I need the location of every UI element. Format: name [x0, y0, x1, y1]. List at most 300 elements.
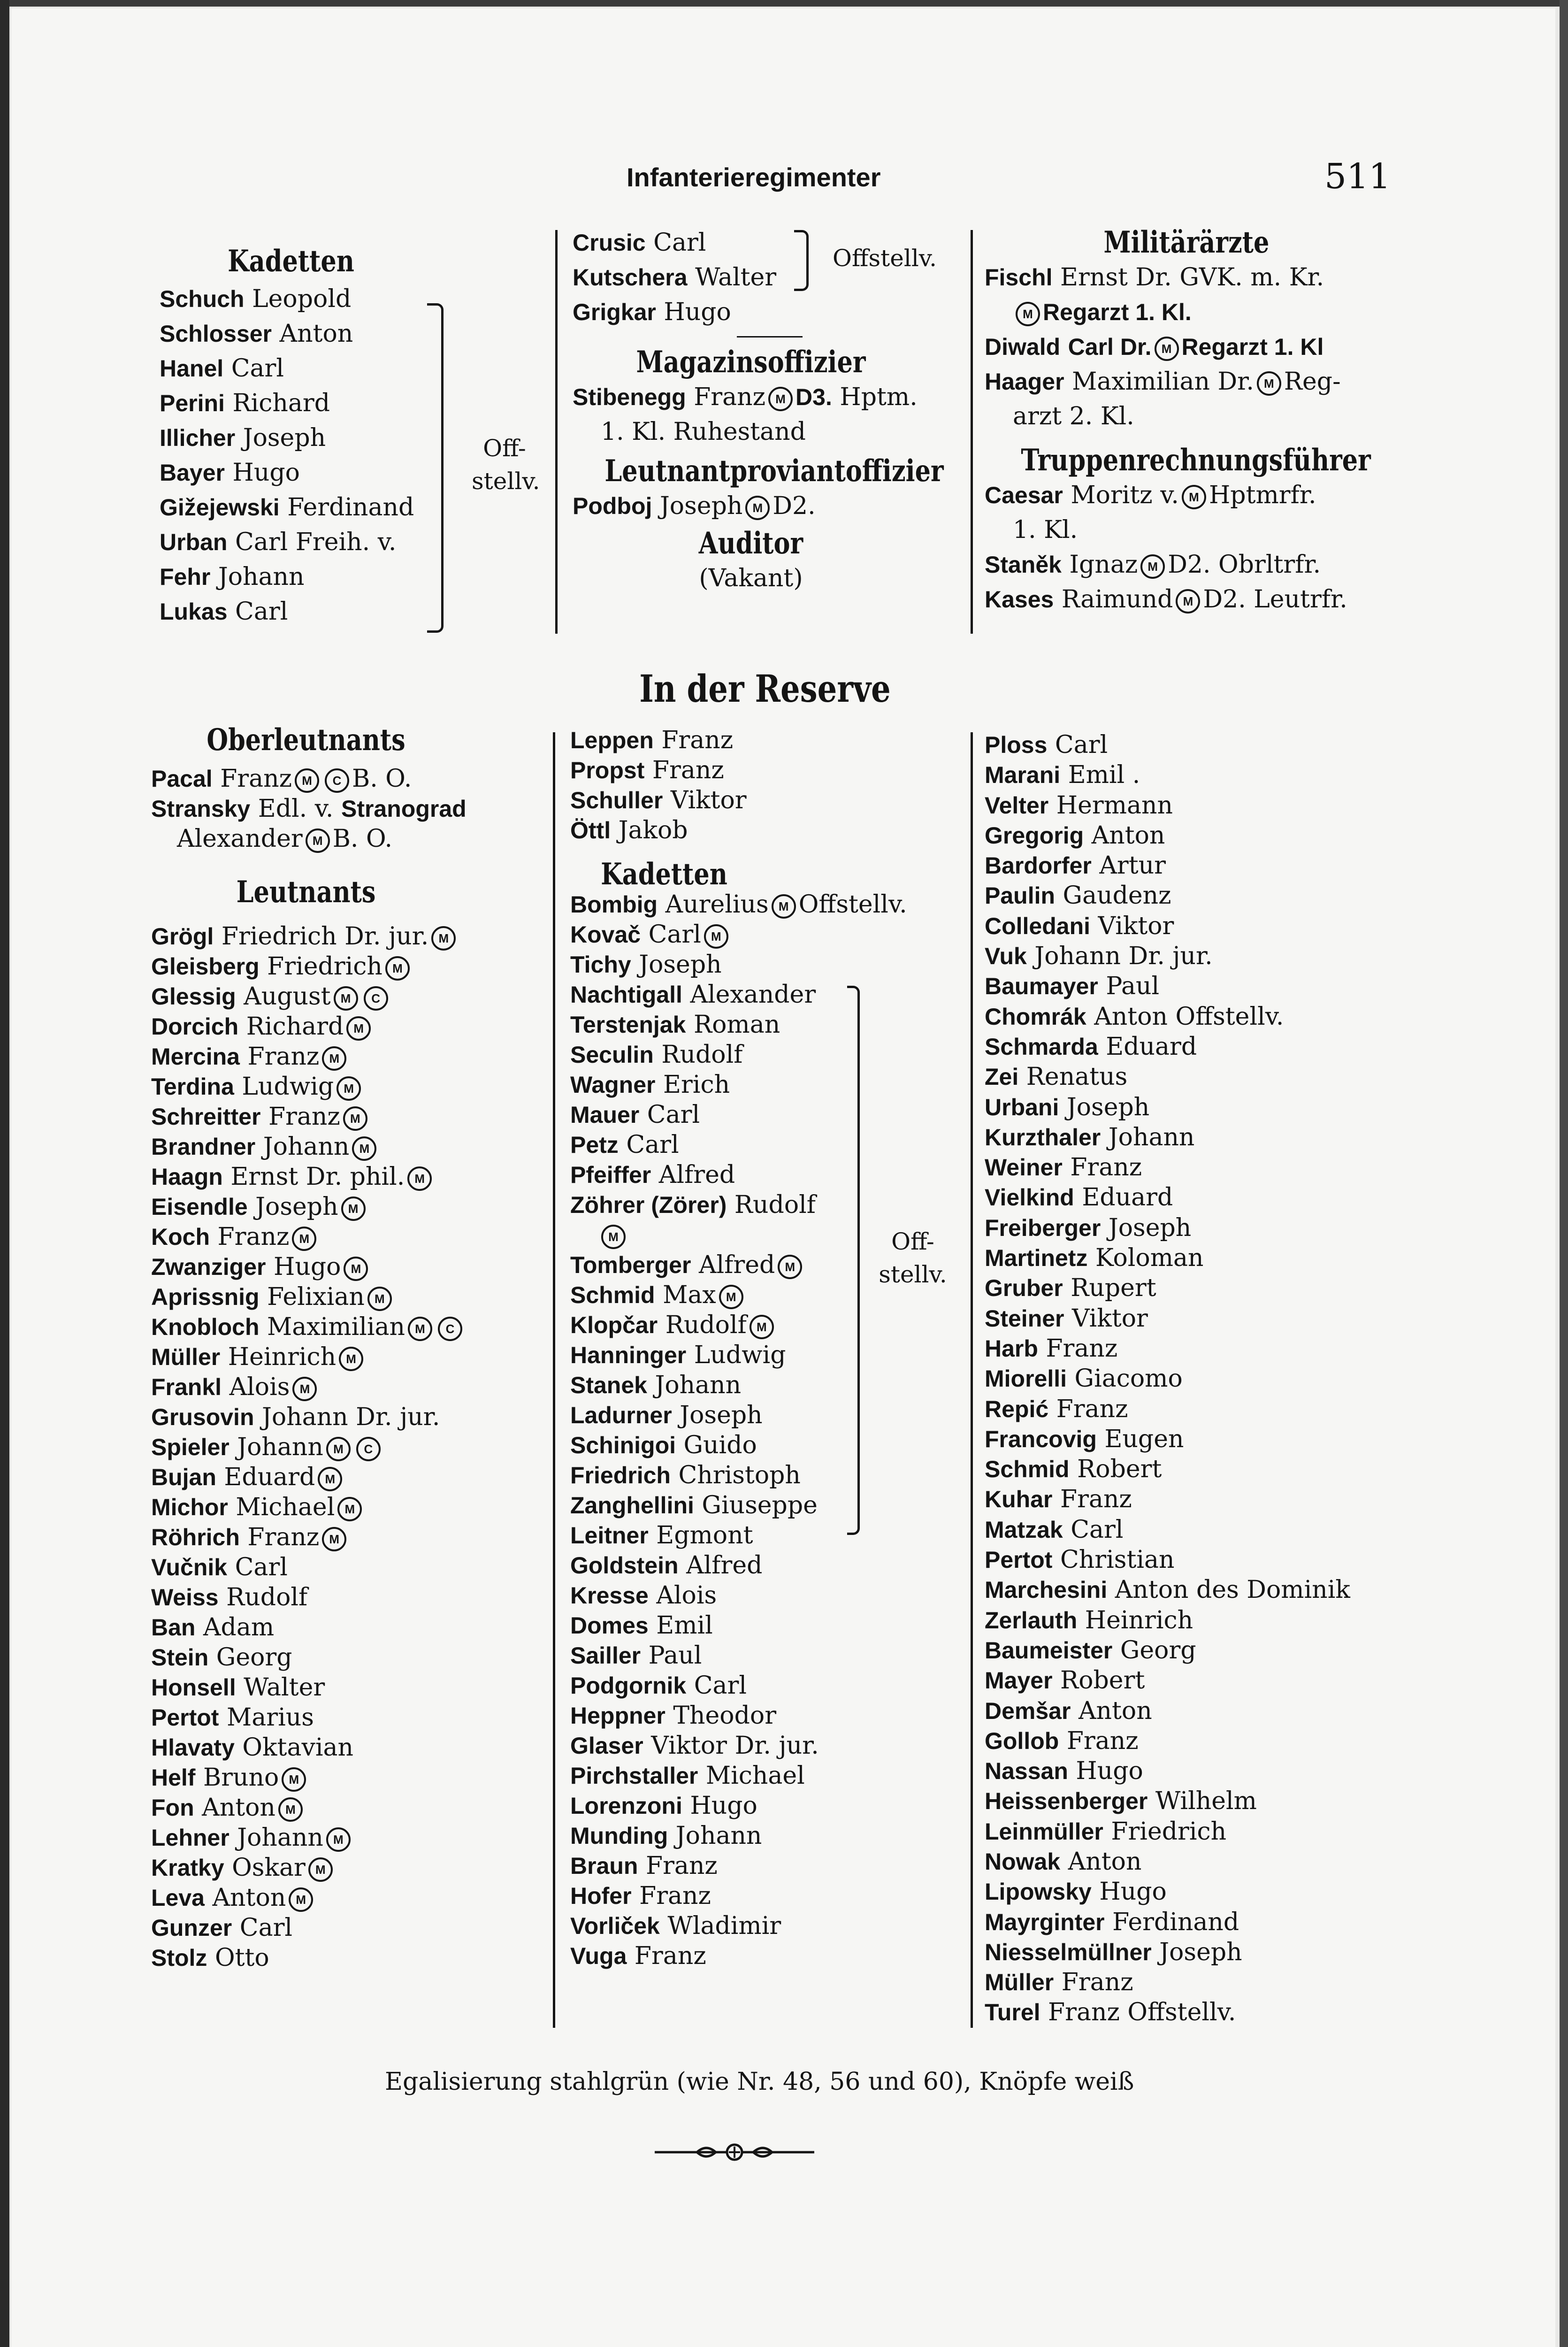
given-name: Carl: [639, 1101, 700, 1129]
m-mark-icon: M: [278, 1797, 303, 1822]
list-item: [151, 1402, 550, 1432]
surname: Hanel: [160, 355, 224, 382]
grigkar-entry: [573, 295, 967, 330]
given-name: Oktavian: [234, 1733, 353, 1762]
surname: Hofer: [570, 1883, 632, 1909]
given-name: Max: [655, 1281, 716, 1309]
list-item: [151, 1943, 550, 1973]
lower-divider-left: [553, 732, 555, 2028]
surname: Mercina: [151, 1043, 240, 1070]
list-item: [151, 1312, 550, 1342]
list-item: [985, 1062, 1398, 1092]
surname: Repić: [985, 1396, 1049, 1422]
m-mark-icon: M: [1140, 554, 1165, 579]
list-item: [985, 790, 1398, 821]
given-name: Bruno: [195, 1764, 279, 1792]
given-name: Franz: [239, 1043, 320, 1071]
surname: Velter: [985, 792, 1049, 819]
given-name: Hugo: [682, 1792, 757, 1820]
stibenegg-entry: [573, 380, 967, 414]
surname: Gižejewski: [160, 494, 280, 521]
given-name: Robert: [1052, 1666, 1145, 1695]
given-name: Michael: [698, 1762, 805, 1790]
list-item: [570, 1791, 969, 1821]
given-name: Ludwig: [686, 1341, 786, 1369]
surname: Weiner: [985, 1154, 1063, 1181]
list-item: [985, 1605, 1398, 1635]
surname: Schmarda: [985, 1033, 1098, 1060]
list-item: [151, 1703, 550, 1733]
m-mark-icon: M: [326, 1827, 351, 1852]
given-name: Gaudenz: [1055, 882, 1171, 910]
surname: Stein: [151, 1644, 209, 1671]
list-item: [570, 1400, 969, 1430]
magazin-heading: Magazinsoffizier: [636, 345, 866, 380]
m-mark-icon: M: [306, 828, 330, 853]
surname: Illicher: [160, 425, 236, 451]
list-item: [160, 386, 422, 421]
list-item: [570, 980, 969, 1010]
surname: Podgornik: [570, 1672, 687, 1699]
given-name: Christian: [1052, 1546, 1175, 1574]
m-mark-icon: M: [289, 1887, 313, 1912]
list-item: [151, 1492, 550, 1522]
surname: Öttl: [570, 817, 611, 844]
given-name: Franz: [653, 726, 734, 754]
surname: Vorliček: [570, 1913, 660, 1939]
list-item: [151, 1552, 550, 1582]
given-name: Johann: [1101, 1123, 1195, 1151]
m-mark-icon: M: [704, 924, 728, 949]
given-name: Carl: [686, 1672, 747, 1700]
surname: Gleisberg: [151, 953, 260, 980]
list-item: [570, 1370, 969, 1400]
surname: Matzak: [985, 1516, 1063, 1543]
kovac-first: Carl: [648, 920, 701, 949]
list-item: [985, 730, 1398, 760]
m-mark-icon: M: [292, 1377, 317, 1401]
m-mark-icon: M: [292, 1227, 316, 1251]
list-item: [985, 1243, 1398, 1273]
surname: Kurzthaler: [985, 1124, 1101, 1150]
list-item: [570, 1761, 969, 1791]
surname: Ploss: [985, 732, 1048, 758]
m-mark-icon: M: [750, 1315, 774, 1339]
surname: Mayrginter: [985, 1909, 1105, 1935]
given-name: Otto: [207, 1944, 269, 1972]
given-name: Joseph: [247, 1193, 338, 1221]
list-item: [570, 950, 969, 980]
surname: Grusovin: [151, 1404, 254, 1430]
m-mark-icon: M: [1016, 302, 1040, 326]
m-mark-icon: M: [344, 1257, 368, 1281]
fischl-rank: Regarzt 1. Kl.: [1043, 299, 1192, 325]
diwald-entry: [985, 330, 1388, 364]
surname: Schlosser: [160, 321, 272, 347]
surname: Schmid: [985, 1456, 1070, 1483]
given-name: Franz: [1059, 1726, 1139, 1755]
haager-rest: Maximilian Dr.: [1072, 368, 1254, 396]
list-item: [151, 1582, 550, 1612]
given-name: Rudolf: [658, 1311, 747, 1339]
given-name: Carl Freih. v.: [227, 528, 397, 556]
list-item: [151, 1522, 550, 1552]
list-item: [151, 1612, 550, 1642]
given-name: Rudolf: [218, 1583, 308, 1611]
given-name: Carl: [1047, 731, 1108, 759]
given-name: Anton: [1071, 1696, 1152, 1725]
militaer-heading: Militärärzte: [1103, 225, 1270, 260]
m-mark-icon: M: [768, 387, 793, 411]
surname: Zerlauth: [985, 1607, 1078, 1634]
given-name: Jakob: [611, 816, 688, 844]
surname: Gunzer: [151, 1915, 232, 1941]
list-item: [985, 1545, 1398, 1575]
list-item: [985, 1334, 1398, 1364]
m-mark-icon: M: [601, 1225, 626, 1249]
surname: Nowak: [985, 1848, 1061, 1875]
m-mark-icon: M: [431, 926, 456, 951]
c-mark-icon: C: [325, 768, 349, 793]
offstellv-line2: stellv.: [472, 468, 540, 495]
pacal-bo: B. O.: [352, 765, 412, 793]
list-item: [985, 1907, 1398, 1937]
leutnantprov-heading: Leutnantproviantoffizier: [604, 453, 944, 489]
surname: Wagner: [570, 1072, 656, 1098]
list-item: [151, 1162, 550, 1192]
alexander-name: Alexander: [177, 825, 303, 853]
surname: Weiss: [151, 1584, 219, 1611]
given-name: Georg: [1112, 1636, 1196, 1664]
m-mark-icon: M: [341, 1197, 366, 1221]
given-name: Christoph: [670, 1461, 801, 1489]
surname: Spieler: [151, 1434, 229, 1460]
given-name: Wilhelm: [1147, 1787, 1257, 1816]
surname: Gruber: [985, 1275, 1063, 1302]
surname: Schuch: [160, 286, 245, 312]
list-item: [985, 1032, 1398, 1062]
surname: Klopčar: [570, 1312, 658, 1338]
list-item: [151, 1042, 550, 1072]
given-name: Franz: [1048, 1395, 1128, 1423]
pacal-first: Franz: [220, 765, 292, 793]
list-item: [160, 594, 422, 629]
given-name: Alois: [222, 1373, 290, 1401]
given-name: Adam: [195, 1613, 275, 1641]
surname: Urbani: [985, 1094, 1059, 1120]
surname: Francovig: [985, 1426, 1097, 1452]
surname: Marchesini: [985, 1577, 1108, 1603]
list-item: [985, 1122, 1398, 1152]
given-name: Richard: [238, 1012, 344, 1041]
lower-col2: [570, 725, 969, 1971]
given-name: Friedrich: [1103, 1817, 1227, 1846]
given-name: Franz: [1054, 1968, 1133, 1997]
given-name: Franz: [260, 1103, 340, 1131]
m-mark-icon: M: [337, 1497, 362, 1521]
given-name: Johann: [210, 563, 305, 591]
given-name: Joseph: [1059, 1093, 1150, 1121]
given-name: Alfred: [651, 1161, 735, 1189]
surname: Hanninger: [570, 1342, 687, 1368]
scan-edge-top: [0, 0, 1568, 7]
m-mark-icon: M: [308, 1857, 333, 1882]
upper-right-section: [985, 225, 1388, 617]
surname: Schinigoi: [570, 1432, 676, 1458]
given-name: Marius: [219, 1703, 314, 1732]
surname: Pirchstaller: [570, 1763, 698, 1789]
list-item: [570, 755, 969, 785]
m-mark-icon: M: [282, 1767, 306, 1792]
auditor-value: (Vakant): [699, 564, 803, 592]
list-item: [160, 351, 422, 386]
list-item: [151, 982, 550, 1012]
list-item: [985, 1364, 1398, 1394]
caesar-last: Caesar: [985, 482, 1063, 508]
scan-edge-left: [0, 0, 9, 2347]
given-name: Giacomo: [1067, 1365, 1183, 1393]
given-name: Joseph: [631, 951, 722, 979]
given-name: Ludwig: [234, 1073, 334, 1101]
list-item: [570, 1911, 969, 1941]
given-name: Anton des Dominik: [1107, 1576, 1350, 1604]
given-name: Franz: [239, 1523, 320, 1551]
list-item: [151, 1642, 550, 1672]
given-name: Theodor: [665, 1702, 777, 1730]
ornament-icon: [655, 2140, 814, 2164]
m-mark-icon: M: [334, 986, 358, 1011]
list-item: [151, 1282, 550, 1312]
list-item: [985, 941, 1398, 971]
m-mark-icon: M: [346, 1016, 371, 1041]
list-item: [985, 1515, 1398, 1545]
surname: Heissenberger: [985, 1788, 1148, 1815]
surname: Braun: [570, 1853, 638, 1879]
given-name: Franz: [1062, 1153, 1142, 1182]
list-item: [570, 1641, 969, 1671]
m-mark-icon: M: [295, 768, 319, 793]
surname: Friedrich: [570, 1462, 671, 1488]
bombig-offstellv: Offstellv.: [798, 890, 907, 919]
surname: Baumayer: [985, 973, 1098, 1000]
given-name: Johann Dr. jur.: [254, 1403, 440, 1431]
surname: Grögl: [151, 923, 214, 950]
surname: Lehner: [151, 1825, 229, 1851]
given-name: Carl: [232, 1914, 293, 1942]
list-item: [985, 1002, 1398, 1032]
given-name: Paul: [1098, 972, 1160, 1001]
given-name: Paul: [641, 1641, 702, 1670]
surname: Chomrák: [985, 1003, 1086, 1030]
surname: Ladurner: [570, 1402, 672, 1428]
list-item: [985, 1997, 1398, 2027]
stibenegg-d: D3.: [795, 384, 832, 410]
fischl-last: Fischl: [985, 264, 1053, 291]
given-name: Anton: [1084, 821, 1165, 850]
grigkar-first: Hugo: [664, 298, 731, 326]
surname: Bardorfer: [985, 852, 1092, 879]
m-mark-icon: M: [367, 1287, 392, 1311]
surname: Stolz: [151, 1945, 207, 1971]
kadetten-offstellv-note: [472, 432, 540, 498]
surname: Lorenzoni: [570, 1793, 682, 1819]
crusic-offstellv: Offstellv.: [832, 245, 937, 272]
m-mark-icon: M: [385, 956, 410, 981]
given-name: Alfred: [691, 1251, 775, 1279]
m-mark-icon: M: [352, 1136, 376, 1161]
surname: Brandner: [151, 1134, 256, 1160]
list-item: [985, 1273, 1398, 1303]
list-item: [570, 785, 969, 815]
podboj-last: Podboj: [573, 493, 652, 519]
given-name: Franz: [1052, 1485, 1132, 1514]
m-mark-icon: M: [1176, 589, 1200, 614]
given-name: Johann: [229, 1433, 323, 1461]
oberleutnants-heading: Oberleutnants: [207, 722, 405, 758]
given-name: Joseph: [672, 1401, 763, 1429]
upper-kadetten-section: [160, 244, 422, 629]
given-name: Anton: [272, 320, 353, 348]
col2-off-line2: stellv.: [879, 1261, 947, 1288]
col2-offstellv-note: [866, 1225, 960, 1291]
list-item: [985, 911, 1398, 941]
given-name: Rupert: [1063, 1274, 1156, 1303]
list-item: [160, 490, 422, 525]
given-name: Ferdinand: [1104, 1908, 1239, 1936]
surname: Gregorig: [985, 822, 1084, 849]
fischl-line2: [985, 295, 1388, 330]
list-item: [160, 525, 422, 560]
surname: Aprissnig: [151, 1284, 260, 1310]
diwald-rank: Regarzt 1. Kl: [1181, 334, 1324, 360]
list-item: [570, 1130, 969, 1160]
list-item: [151, 1372, 550, 1402]
surname: Colledani: [985, 913, 1091, 939]
col3-list: [985, 730, 1398, 2028]
list-item: [985, 1575, 1398, 1605]
surname: Fon: [151, 1795, 194, 1821]
given-name: Franz: [644, 756, 724, 784]
list-item: [570, 1460, 969, 1490]
kadetten-heading: Kadetten: [228, 244, 354, 279]
list-item: [570, 1160, 969, 1190]
surname: Pfeiffer: [570, 1162, 651, 1188]
pacal-last: Pacal: [151, 766, 213, 792]
col2-top-list: [570, 725, 969, 845]
given-name: Guido: [676, 1431, 757, 1459]
crusic-brace: [794, 230, 809, 291]
running-title: Infanterieregimenter: [627, 162, 881, 192]
kadetten-brace: [427, 303, 444, 633]
surname: Mauer: [570, 1102, 640, 1128]
m-mark-icon: M: [719, 1285, 743, 1309]
surname: Müller: [985, 1969, 1054, 1996]
haager-entry: [985, 364, 1388, 399]
surname: Vučnik: [151, 1554, 228, 1580]
given-name: Carl: [227, 1553, 288, 1581]
given-name: Johann: [255, 1133, 350, 1161]
surname: Kratky: [151, 1855, 224, 1881]
given-name: Anton: [194, 1794, 275, 1822]
given-name: Viktor: [663, 786, 747, 814]
col2-braced-list: [570, 950, 969, 1220]
list-item: [160, 455, 422, 490]
diwald-rest: Carl Dr.: [1068, 334, 1152, 360]
list-item: [151, 951, 550, 982]
given-name: Johann: [229, 1824, 323, 1852]
surname: Vuga: [570, 1943, 627, 1969]
surname: Kuhar: [985, 1486, 1053, 1513]
list-item: [151, 1102, 550, 1132]
m-mark-icon: M: [778, 1255, 802, 1279]
surname: Miorelli: [985, 1365, 1067, 1392]
given-name: Carl: [618, 1131, 679, 1159]
list-item: [985, 1696, 1398, 1726]
surname: Haagn: [151, 1164, 223, 1190]
surname: Schreitter: [151, 1104, 261, 1130]
given-name: Carl: [227, 598, 288, 626]
truppen-heading: Truppenrechnungsführer: [1021, 443, 1371, 478]
list-item: [985, 1756, 1398, 1786]
surname: Ban: [151, 1614, 196, 1641]
list-item: [985, 881, 1398, 911]
m-mark-icon: M: [1182, 485, 1206, 509]
surname: Hlavaty: [151, 1734, 235, 1761]
given-name: Rudolf: [653, 1041, 743, 1069]
given-name: Carl: [1063, 1515, 1124, 1544]
stanek-last: Staněk: [985, 552, 1062, 578]
given-name: Alexander: [682, 981, 816, 1009]
m-mark-icon: M: [1155, 337, 1179, 361]
surname: Leinmüller: [985, 1818, 1103, 1845]
col2-off-line1: Off-: [891, 1228, 934, 1255]
surname: Schuller: [570, 787, 663, 813]
given-name: Wladimir: [659, 1912, 781, 1940]
list-item: [985, 1424, 1398, 1454]
stibenegg-line2: 1. Kl. Ruhestand: [601, 418, 806, 446]
stanek-rest: Ignaz: [1069, 551, 1138, 579]
kases-rest: Raimund: [1061, 585, 1173, 614]
bombig-last: Bombig: [570, 891, 658, 918]
given-name: Robert: [1069, 1455, 1162, 1484]
kases-d: D2. Leutrfr.: [1203, 585, 1347, 614]
list-item: [985, 1394, 1398, 1424]
given-name: Georg: [208, 1643, 292, 1672]
list-item: [985, 1665, 1398, 1695]
given-name: Alois: [648, 1581, 717, 1610]
given-name: Hugo: [1068, 1757, 1143, 1786]
list-item: [151, 1883, 550, 1913]
m-mark-icon: M: [408, 1317, 432, 1341]
list-item: [151, 1192, 550, 1222]
given-name: Egmont: [648, 1521, 753, 1549]
list-item: [151, 1012, 550, 1042]
list-item: [570, 1580, 969, 1611]
list-item: [985, 760, 1398, 790]
surname: Petz: [570, 1132, 619, 1158]
surname: Vuk: [985, 943, 1027, 970]
list-item: [985, 1152, 1398, 1182]
m-mark-icon: M: [745, 496, 770, 520]
given-name: Koloman: [1087, 1244, 1204, 1273]
lower-col3: [985, 730, 1398, 2028]
stransky-rest: Edl. v.: [258, 795, 334, 823]
surname: Sailler: [570, 1642, 641, 1669]
given-name: Eduard: [1098, 1032, 1197, 1061]
given-name: Johann: [668, 1822, 762, 1850]
given-name: Joseph: [1151, 1938, 1242, 1966]
list-item: [570, 1430, 969, 1460]
